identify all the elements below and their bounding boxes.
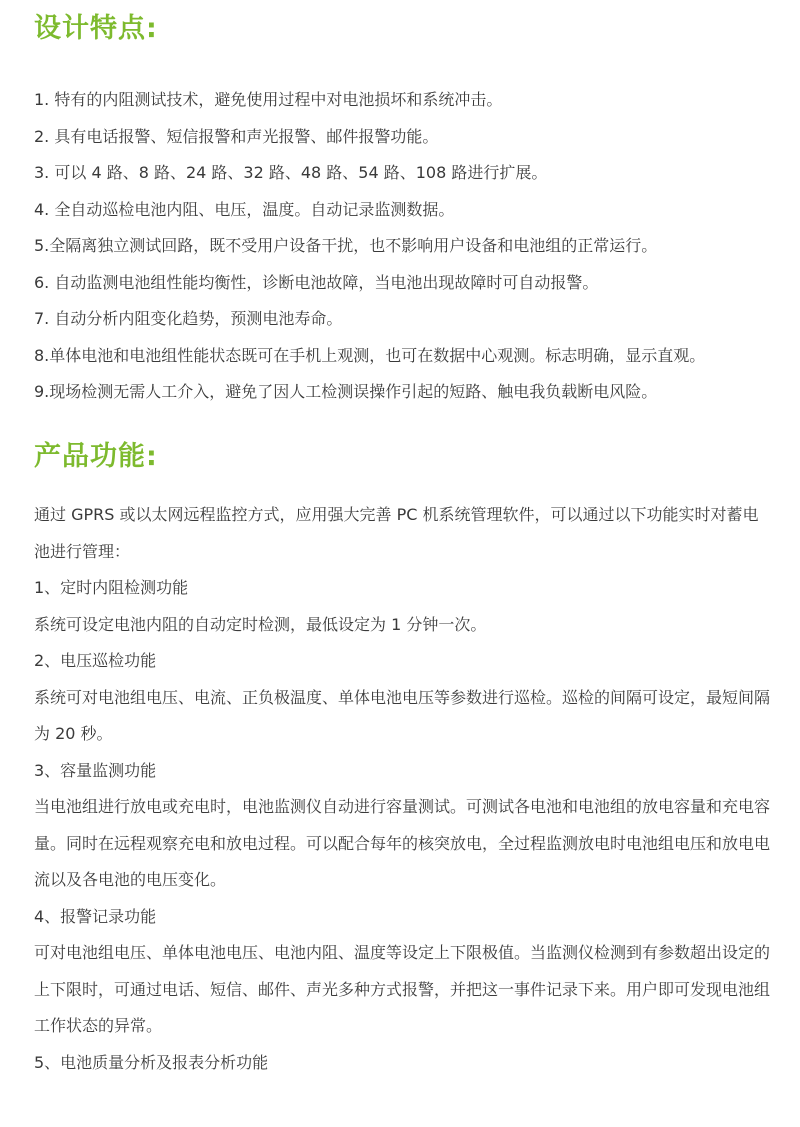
- feature-item-3: 3. 可以 4 路、8 路、24 路、32 路、48 路、54 路、108 路进行扩展。: [34, 163, 548, 182]
- feature-item-1: 1. 特有的内阻测试技术，避免使用过程中对电池损坏和系统冲击。: [34, 90, 503, 109]
- functions-content: [34, 497, 770, 1081]
- feature-item-5: 5.全隔离独立测试回路，既不受用户设备干扰，也不影响用户设备和电池组的正常运行。: [34, 236, 658, 255]
- function-body-2: 系统可对电池组电压、电流、正负极温度、单体电池电压等参数进行巡检。巡检的间隔可设定，最短间隔为 20 秒。: [34, 687, 771, 743]
- functions-intro: 通过 GPRS 或以太网远程监控方式，应用强大完善 PC 机系统管理软件，可以通过以下功能实时对蓄电池进行管理：: [34, 505, 759, 561]
- feature-item-4: 4. 全自动巡检电池内阻、电压，温度。自动记录监测数据。: [34, 199, 455, 219]
- function-heading-5: 5、电池质量分析及报表分析功能: [34, 1052, 269, 1072]
- section-title-design-features: 设计特点:: [34, 13, 158, 44]
- function-heading-3: 3、容量监测功能: [34, 760, 157, 780]
- feature-item-9: 9.现场检测无需人工介入，避免了因人工检测误操作引起的短路、触电我负载断电风险。: [34, 381, 658, 401]
- function-body-1: 系统可设定电池内阻的自动定时检测，最低设定为 1 分钟一次。: [34, 614, 487, 634]
- feature-item-2: 2. 具有电话报警、短信报警和声光报警、邮件报警功能。: [34, 126, 439, 146]
- feature-item-8: 8.单体电池和电池组性能状态既可在手机上观测，也可在数据中心观测。标志明确，显示直观。: [34, 345, 706, 365]
- feature-item-6: 6. 自动监测电池组性能均衡性，诊断电池故障，当电池出现故障时可自动报警。: [34, 272, 599, 292]
- function-heading-2: 2、电压巡检功能: [34, 651, 157, 670]
- section-title-product-functions: 产品功能:: [34, 441, 158, 472]
- function-body-3: 当电池组进行放电或充电时，电池监测仪自动进行容量测试。可测试各电池和电池组的放电容量和充电容量。同时在远程观察充电和放电过程。可以配合每年的核突放电，全过程监测放电时电池组电压和放电电流以及各电池的电压变化。: [34, 797, 771, 889]
- feature-item-7: 7. 自动分析内阻变化趋势，预测电池寿命。: [34, 309, 343, 328]
- function-heading-4: 4、报警记录功能: [34, 906, 157, 926]
- features-list: [34, 82, 770, 410]
- function-body-4: 可对电池组电压、单体电池电压、电池内阻、温度等设定上下限极值。当监测仪检测到有参数超出设定的上下限时，可通过电话、短信、邮件、声光多种方式报警，并把这一事件记录下来。用户即可发现电池组工作状态的异常。: [34, 943, 771, 1035]
- function-heading-1: 1、定时内阻检测功能: [34, 578, 189, 597]
